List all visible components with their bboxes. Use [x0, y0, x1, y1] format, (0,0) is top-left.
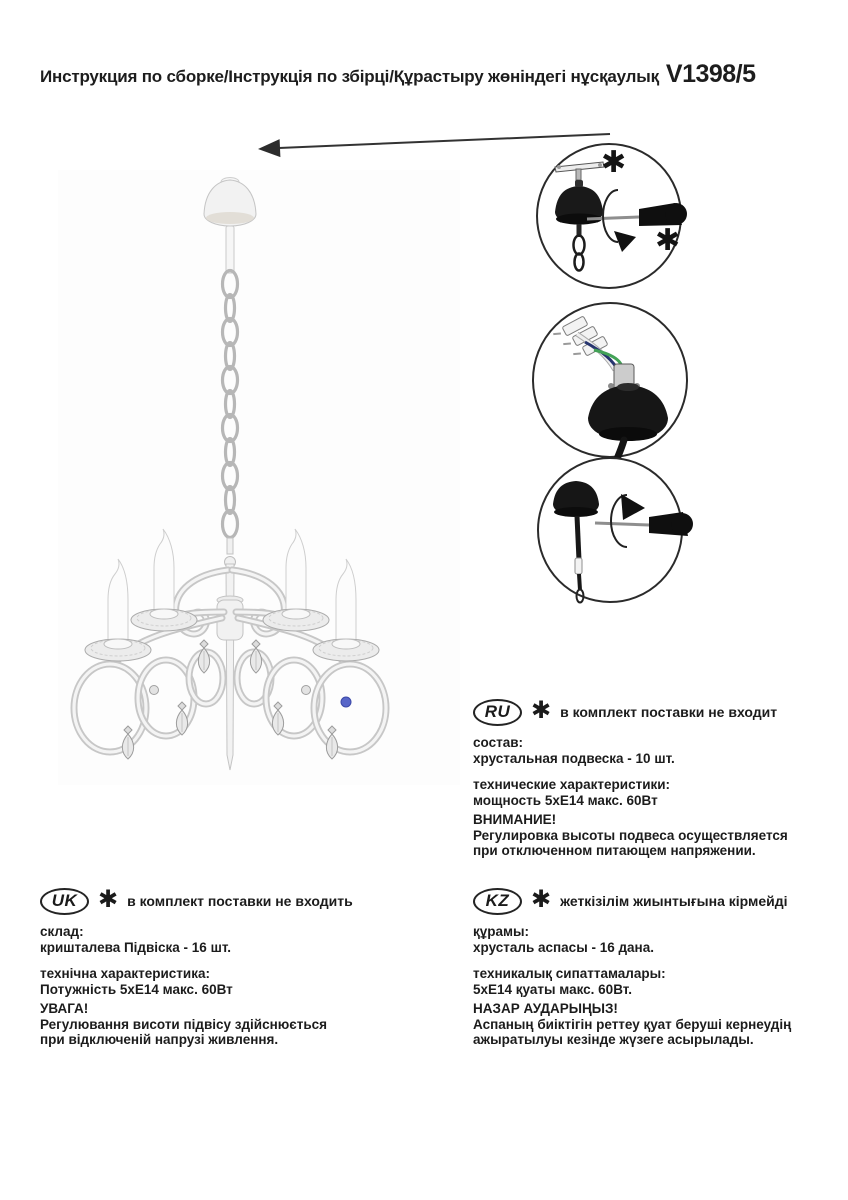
bobeche [131, 609, 197, 631]
section-ru [473, 697, 845, 859]
arrow-head-icon [258, 139, 280, 157]
attention-paragraph [40, 1001, 440, 1048]
lang-badge-kz: KZ [473, 888, 522, 915]
attention-label: ВНИМАНИЕ! [473, 812, 557, 827]
specs-value: Потужність 5хЕ14 макс. 60Вт [40, 981, 233, 997]
composition-label: состав: [473, 735, 523, 750]
section-kz [473, 886, 845, 1048]
attention-line: при отключенном питающем напряжении. [473, 843, 756, 858]
composition-label: склад: [40, 924, 84, 939]
diagram-step-1 [537, 144, 687, 288]
specs-value: 5хЕ14 қуаты макс. 60Вт. [473, 981, 632, 997]
crystal-bead [150, 686, 159, 695]
bobeche [313, 639, 379, 661]
attention-paragraph [473, 812, 845, 859]
screwdriver-shaft [595, 523, 649, 525]
composition-label: құрамы: [473, 924, 530, 939]
lang-badge-ru: RU [473, 699, 522, 726]
photo-background [58, 170, 460, 785]
page-title [40, 60, 756, 89]
specs-paragraph [473, 777, 845, 808]
asterisk-icon: ✱ [98, 886, 119, 913]
composition-paragraph [40, 924, 440, 955]
title-model-number: V1398/5 [665, 60, 756, 88]
specs-paragraph [473, 966, 845, 997]
blue-crystal-bead [341, 697, 351, 707]
chandelier-photo [58, 170, 460, 785]
section-uk [40, 886, 440, 1048]
attention-line: Регулювання висоти підвісу здійснюється [40, 1016, 328, 1032]
composition-value: хрустальная подвеска - 10 шт. [473, 750, 675, 766]
specs-paragraph [40, 966, 440, 997]
section-ru-header [473, 697, 845, 727]
title-text: Инструкция по сборке/Інструкція по збірці/Құрастыру жөніндегі нұсқаулық [40, 67, 659, 86]
crystal-bead [302, 686, 311, 695]
specs-label: технические характеристики: [473, 777, 671, 792]
bobeche [85, 639, 151, 661]
composition-paragraph [473, 735, 845, 766]
attention-label: НАЗАР АУДАРЫҢЫЗ! [473, 1001, 618, 1016]
bobeche [263, 609, 329, 631]
not-included-note: в комплект поставки не входит [560, 704, 778, 720]
attention-line: при відключеній напрузі живлення. [40, 1032, 279, 1047]
attention-paragraph [473, 1001, 845, 1048]
mounting-diagrams [515, 138, 715, 670]
specs-label: техникалық сипаттамалары: [473, 966, 666, 981]
attention-line: Регулировка высоты подвеса осуществляется [473, 827, 788, 843]
section-uk-header [40, 886, 440, 916]
diagram-step-3 [538, 458, 693, 603]
lang-badge-uk: UK [40, 888, 89, 915]
diagram-step-2 [533, 303, 687, 464]
asterisk-icon: ✱ [601, 145, 627, 180]
attention-line: Аспаның биіктігін реттеу қуат беруші кернеудің [473, 1016, 792, 1032]
asterisk-icon: ✱ [655, 223, 681, 258]
specs-label: технічна характеристика: [40, 966, 210, 981]
rod-connector [575, 558, 582, 574]
attention-label: УВАГА! [40, 1001, 89, 1016]
section-kz-header [473, 886, 845, 916]
composition-paragraph [473, 924, 845, 955]
canopy-rod [577, 516, 579, 560]
attention-line: ажыратылуы кезінде жүзеге асырылады. [473, 1032, 754, 1047]
not-included-note: в комплект поставки не входить [127, 893, 353, 909]
specs-value: мощность 5хЕ14 макс. 60Вт [473, 792, 658, 808]
not-included-note: жеткізілім жиынтығына кірмейді [560, 893, 788, 909]
screwdriver-shaft [587, 217, 639, 219]
asterisk-icon: ✱ [531, 697, 552, 724]
asterisk-icon: ✱ [531, 886, 552, 913]
composition-value: кришталева Підвіска - 16 шт. [40, 939, 231, 955]
composition-value: хрусталь аспасы - 16 дана. [473, 939, 654, 955]
